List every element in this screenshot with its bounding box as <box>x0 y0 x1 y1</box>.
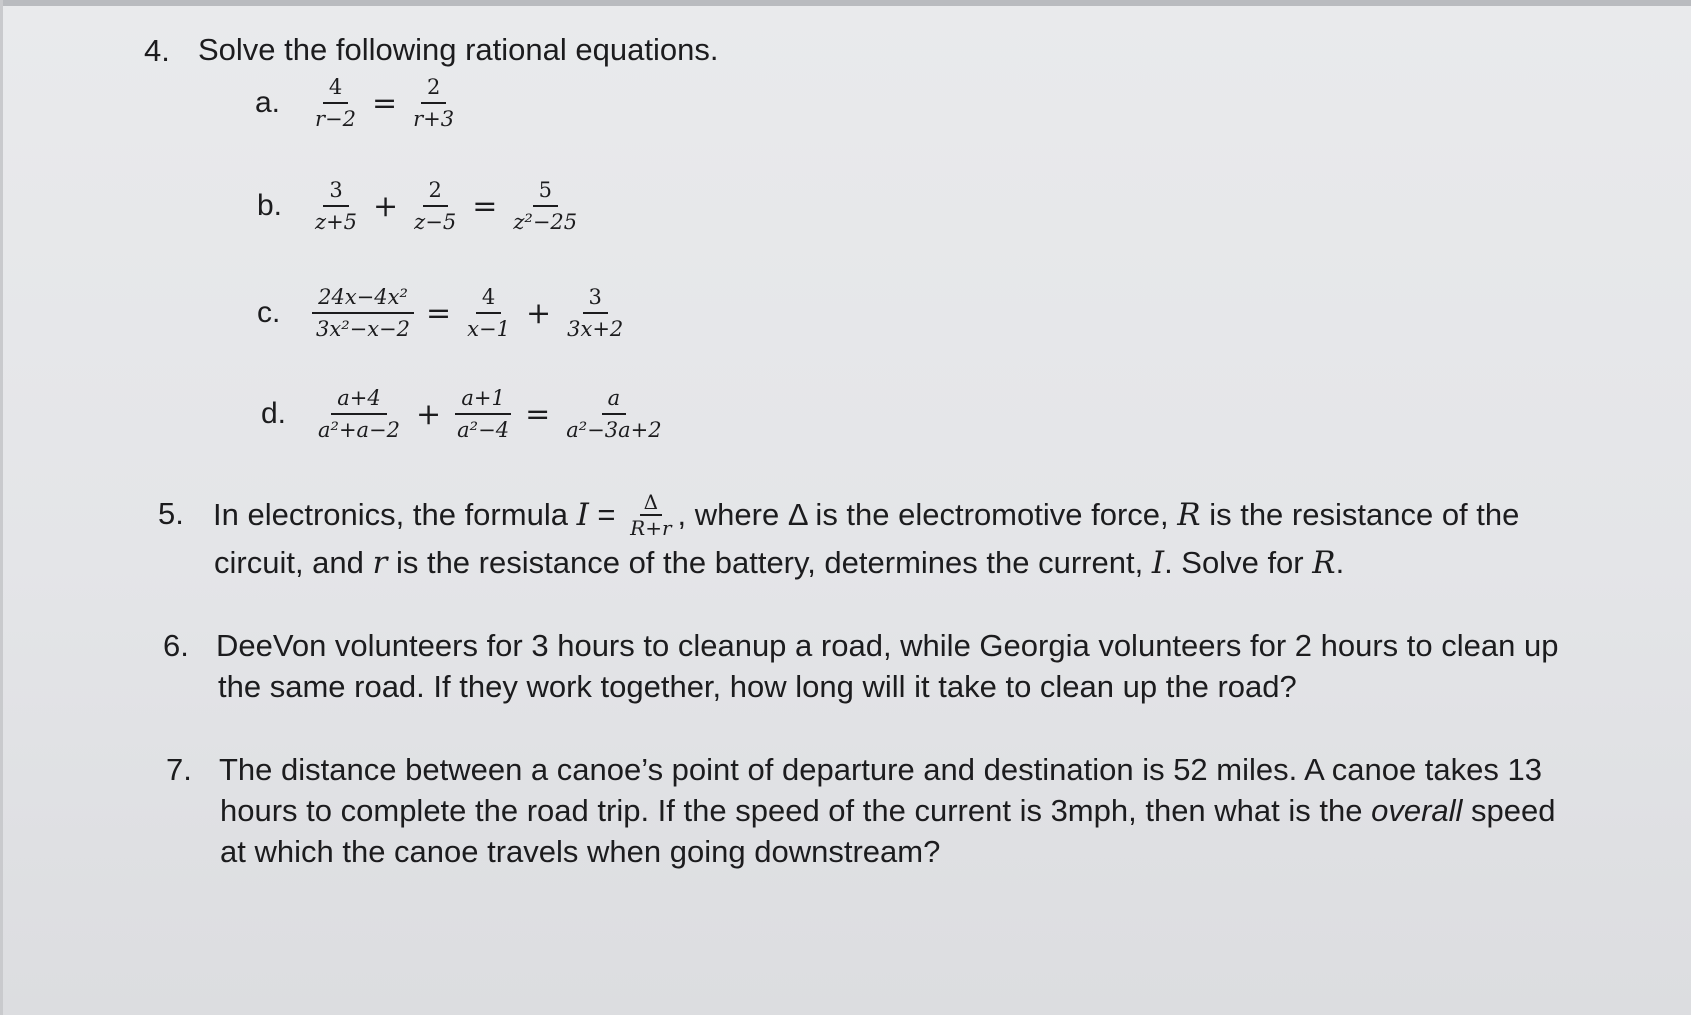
q4a-equation <box>305 72 464 134</box>
q5-line-1 <box>213 492 1519 542</box>
fraction <box>407 72 460 134</box>
q7-number: 7. <box>166 752 192 787</box>
numerator: 4 <box>476 282 501 314</box>
numerator: 2 <box>423 175 448 207</box>
fraction <box>561 282 629 344</box>
q4b-label: b. <box>257 189 283 222</box>
math-var-I: I <box>576 497 589 534</box>
plus-sign: + <box>525 295 552 331</box>
plus-sign: + <box>373 188 399 224</box>
fraction <box>309 72 362 134</box>
plus-sign: + <box>416 396 442 432</box>
numerator: 5 <box>533 175 558 207</box>
fraction <box>451 383 515 445</box>
q7-line-2 <box>220 789 1556 833</box>
denominator: r−2 <box>315 107 356 131</box>
fraction <box>312 383 406 445</box>
q7-line-3: at which the canoe travels when going downstream? <box>220 834 941 869</box>
q7-text: hours to complete the road trip. If the speed of the current is 3mph, then what is the <box>220 793 1372 828</box>
denominator: z−5 <box>414 210 457 234</box>
denominator: a²−4 <box>457 418 510 442</box>
fraction <box>507 175 583 237</box>
q7-emphasis: overall <box>1371 793 1463 828</box>
denominator: a²+a−2 <box>318 418 401 442</box>
math-var-r: r <box>372 545 388 581</box>
numerator: 4 <box>323 72 348 104</box>
q4-number: 4. <box>144 33 170 68</box>
fraction <box>461 282 516 344</box>
q6-number: 6. <box>163 628 189 663</box>
fraction <box>309 175 363 237</box>
equals-sign: = <box>472 188 498 224</box>
denominator: z²−25 <box>513 210 578 234</box>
denominator: a²−3a+2 <box>566 418 662 442</box>
q4c-label: c. <box>257 296 281 329</box>
q5-number: 5. <box>158 496 184 531</box>
q6-line-2: the same road. If they work together, how long will it take to clean up the road? <box>218 669 1297 704</box>
denominator: z+5 <box>315 210 358 234</box>
equals-sign: = <box>372 85 398 121</box>
denominator: x−1 <box>467 317 510 341</box>
numerator: a <box>602 383 627 415</box>
math-var-R: R <box>1177 497 1201 534</box>
q5-text: . Solve for <box>1164 545 1313 580</box>
q6-line-1: DeeVon volunteers for 3 hours to cleanup a road, while Georgia volunteers for 2 hours to clean up <box>216 628 1559 663</box>
numerator: a+4 <box>331 383 386 415</box>
numerator: 3 <box>583 282 608 314</box>
denominator: R+r <box>630 516 672 540</box>
formula-fraction <box>626 490 675 540</box>
equals-sign: = <box>588 497 625 533</box>
q4a-label: a. <box>255 86 281 119</box>
equals-sign: = <box>426 295 452 331</box>
math-var-R: R <box>1312 545 1336 581</box>
q7-text: speed <box>1462 793 1556 828</box>
q5-text: , where Δ is the electromotive force, <box>677 497 1178 533</box>
denominator: 3x²−x−2 <box>316 317 411 341</box>
q4d-label: d. <box>261 397 287 430</box>
q5-text: . <box>1335 545 1345 580</box>
fraction <box>560 383 667 445</box>
q5-line-2 <box>214 541 1344 585</box>
numerator: 2 <box>421 72 446 104</box>
numerator: Δ <box>640 490 662 516</box>
numerator: 24x−4x² <box>312 282 414 314</box>
q5-text: is the resistance of the <box>1200 497 1520 533</box>
q7-line-1: The distance between a canoe’s point of departure and destination is 52 miles. A canoe takes 13 <box>219 752 1542 787</box>
numerator: 3 <box>323 175 348 207</box>
numerator: a+1 <box>455 383 510 415</box>
fraction <box>408 175 462 237</box>
q4d-equation <box>308 383 672 445</box>
q4-text: Solve the following rational equations. <box>198 32 719 67</box>
denominator: r+3 <box>413 107 455 131</box>
q5-text: is the resistance of the battery, determines the current, <box>387 545 1152 580</box>
q4c-equation <box>306 282 633 344</box>
denominator: 3x+2 <box>567 317 624 341</box>
math-var-I: I <box>1151 545 1165 581</box>
q5-text: In electronics, the formula <box>213 497 577 533</box>
equals-sign: = <box>525 396 551 432</box>
q5-text: circuit, and <box>214 545 373 580</box>
q4b-equation <box>305 175 587 237</box>
fraction <box>310 282 416 344</box>
